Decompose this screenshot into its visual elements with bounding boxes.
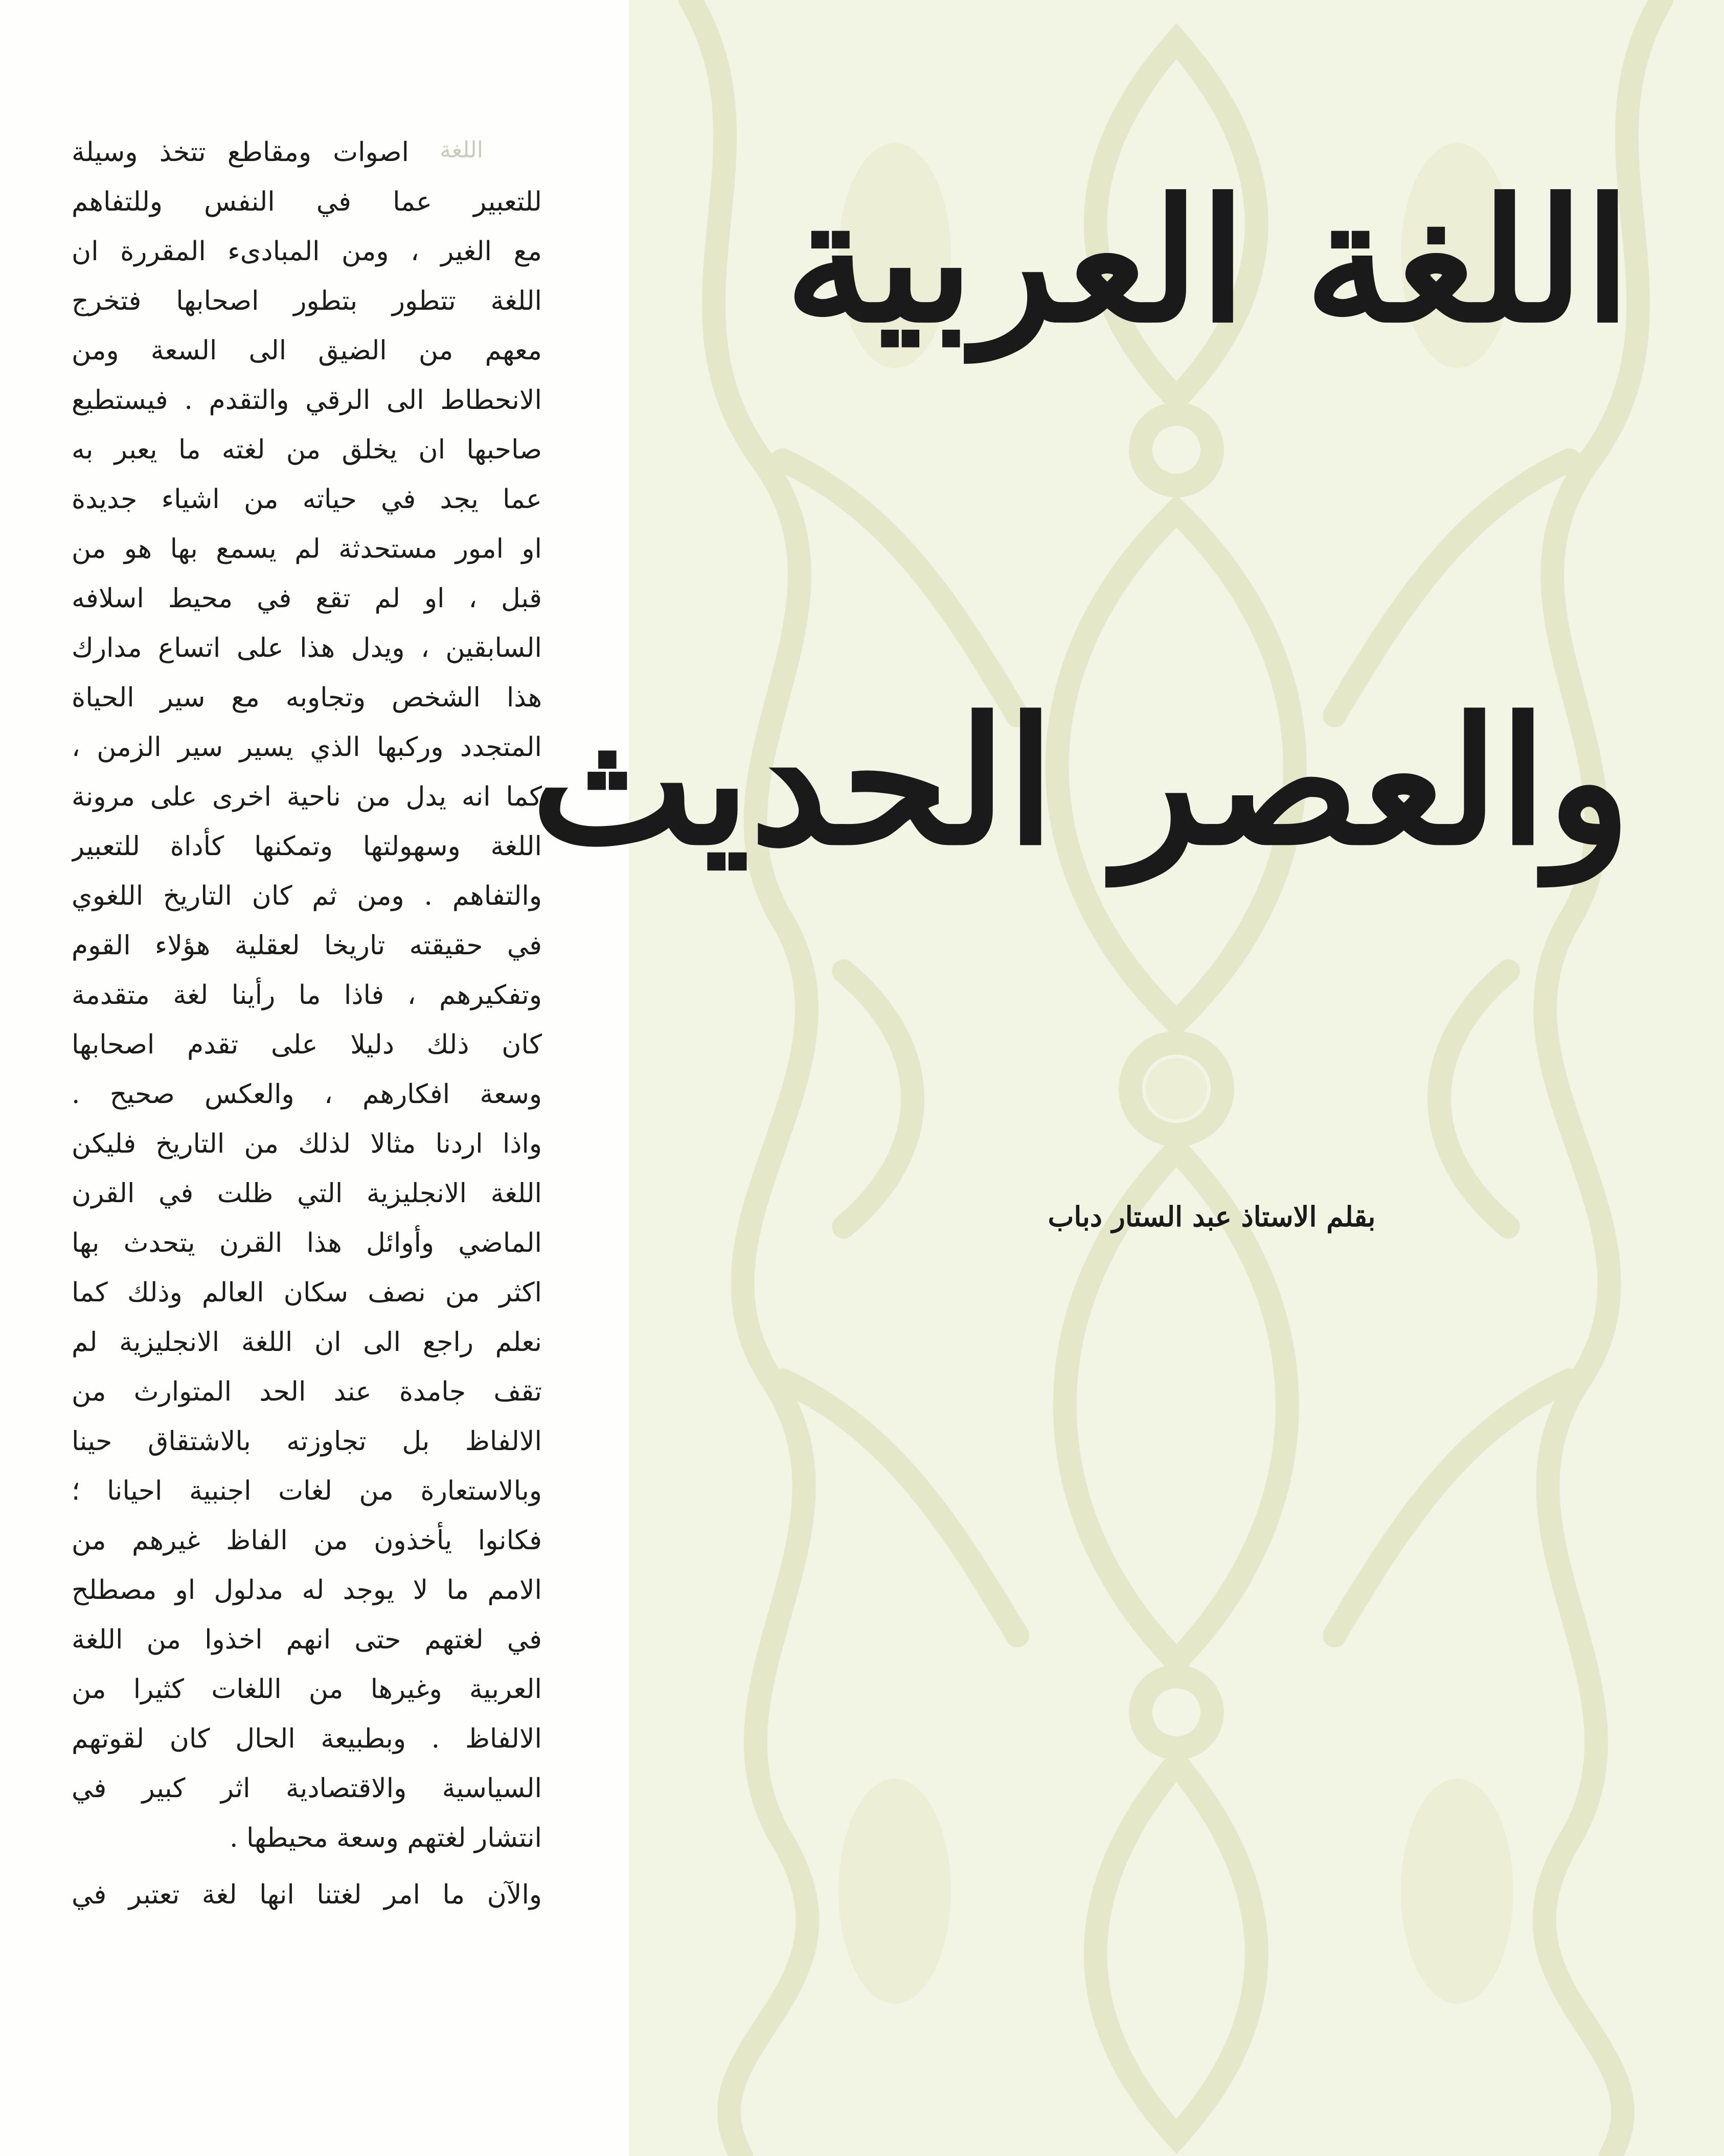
body-line: في لغتهم حتى انهم اخذوا من اللغة (72, 1624, 542, 1655)
body-line: وسعة افكارهم ، والعكس صحيح . (72, 1079, 542, 1110)
body-line: اللغة تتطور بتطور اصحابها فتخرج (72, 286, 542, 316)
article-title-line-2: والعصر الحديث (531, 680, 1631, 884)
body-line: السابقين ، ويدل هذا على اتساع مدارك (72, 633, 542, 663)
body-line: تقف جامدة عند الحد المتوارث من (72, 1377, 542, 1407)
body-line: فكانوا يأخذون من الفاظ غيرهم من (72, 1525, 542, 1556)
body-line: مع الغير ، ومن المبادىء المقررة ان (72, 236, 542, 267)
article-body-column (72, 128, 542, 2050)
body-line: نعلم راجع الى ان اللغة الانجليزية لم (72, 1327, 542, 1358)
article-title-line-1: اللغة العربية (785, 162, 1631, 360)
body-line: الامم ما لا يوجد له مدلول او مصطلح (72, 1575, 542, 1605)
body-line: اللغة الانجليزية التي ظلت في القرن (72, 1178, 542, 1209)
body-line: والآن ما امر لغتنا انها لغة تعتبر في (72, 1879, 542, 1910)
body-line: قبل ، او لم تقع في محيط اسلافه (72, 583, 542, 614)
body-line: والتفاهم . ومن ثم كان التاريخ اللغوي (72, 881, 542, 911)
body-line: في حقيقته تاريخا لعقلية هؤلاء القوم (72, 930, 542, 961)
body-line: اكثر من نصف سكان العالم وذلك كما (72, 1277, 542, 1308)
author-byline: بقلم الاستاذ عبد الستار دباب (1048, 1200, 1376, 1233)
body-line: عما يجد في حياته من اشياء جديدة (72, 484, 542, 515)
faded-side-heading: اللغة (440, 137, 484, 163)
body-line: هذا الشخص وتجاوبه مع سير الحياة (72, 682, 542, 713)
body-line: واذا اردنا مثالا لذلك من التاريخ فليكن (72, 1129, 542, 1159)
body-line: انتشار لغتهم وسعة محيطها . (229, 1823, 542, 1853)
body-line: المتجدد وركبها الذي يسير سير الزمن ، (72, 732, 542, 763)
body-line: او امور مستحدثة لم يسمع بها هو من (72, 534, 542, 564)
body-line: وتفكيرهم ، فاذا ما رأينا لغة متقدمة (72, 980, 542, 1011)
body-line: معهم من الضيق الى السعة ومن (72, 335, 542, 366)
body-line: وبالاستعارة من لغات اجنبية احيانا ؛ (72, 1476, 542, 1506)
body-line: كما انه يدل من ناحية اخرى على مرونة (72, 782, 542, 812)
body-line: الانحطاط الى الرقي والتقدم . فيستطيع (72, 385, 542, 416)
body-line: الالفاظ بل تجاوزته بالاشتقاق حينا (72, 1426, 542, 1457)
body-line: السياسية والاقتصادية اثر كبير في (72, 1773, 542, 1804)
body-line: الالفاظ . وبطبيعة الحال كان لقوتهم (72, 1724, 542, 1754)
body-line: اصوات ومقاطع تتخذ وسيلة (72, 137, 409, 168)
body-line: الماضي وأوائل هذا القرن يتحدث بها (72, 1228, 542, 1258)
body-line: للتعبير عما في النفس وللتفاهم (72, 187, 542, 217)
body-line: كان ذلك دليلا على تقدم اصحابها (72, 1029, 542, 1060)
body-line: العربية وغيرها من اللغات كثيرا من (72, 1674, 542, 1705)
body-line: صاحبها ان يخلق من لغته ما يعبر به (72, 434, 542, 465)
body-line: اللغة وسهولتها وتمكنها كأداة للتعبير (72, 831, 542, 862)
